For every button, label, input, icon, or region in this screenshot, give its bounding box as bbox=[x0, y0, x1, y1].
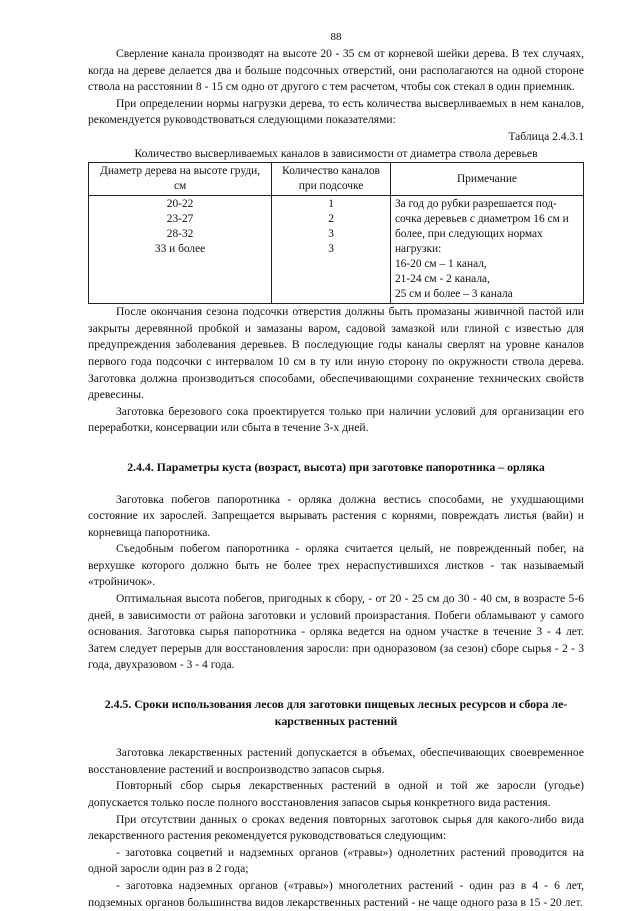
channels-value: 3 bbox=[328, 243, 334, 256]
paragraph-after-season: После окончания сезона подсочки отверстия должны быть промазаны живичной пастой или закрыты деревянной пробкой и замазаны варом, садовой замазкой или глиной с известью для предупреждения заболевания деревьев. В последующие годы каналы сверлят на уровне каналов первого года подсочки с интервалом 10 см в ту или иную сторону по окружности ствола дерева. Заготовка должна производиться способами, обеспечивающими сохранение технических свойств древесины. bbox=[88, 305, 584, 402]
page-number: 88 bbox=[330, 31, 342, 43]
note-line: 25 см и более – 3 канала bbox=[394, 288, 513, 301]
paragraph-fern-harvest: Заготовка побегов папоротника - орляка должна вестись способами, не ухудшающими состояние их зарослей. Запрещается вырывать растения с корнями, повреждать листья (вайи) и корневища папоротника. bbox=[88, 492, 584, 539]
table-title: Количество высверливаемых каналов в зависимости от диаметра ствола деревьев bbox=[134, 146, 538, 160]
note-line: За год до рубки разрешается под- bbox=[394, 198, 557, 211]
header-note: Примечание bbox=[390, 163, 583, 196]
table-header-row bbox=[89, 163, 584, 196]
channels-value: 2 bbox=[328, 213, 334, 226]
paragraph-fern-height: Оптимальная высота побегов, пригодных к сбору, - от 20 - 25 см до 30 - 40 см, в возрасте 5-6 дней, в зависимости от района заготовки и условий произрастания. Побеги обламывают у самого основания. Заготовка сырья папоротника - орляка ведется на одном участке в течение 3 - 4 лет. Затем следует перерыв для восстановления заросли: при одноразовом (за сезон) сборе сырья - 2 - 3 года, двухразовом - 3 - 4 года. bbox=[88, 592, 584, 672]
paragraph-medicinal-perennial: - заготовка надземных органов («травы») многолетних растений - один раз в 4 - 6 лет, подземных органов большинства видов лекарственных растений - не чаще одного раза в 15 - 20 лет. bbox=[88, 878, 584, 909]
channels-value: 3 bbox=[328, 228, 334, 241]
note-line: 21-24 см - 2 канала, bbox=[394, 273, 490, 286]
paragraph-medicinal-volume: Заготовка лекарственных растений допускается в объемах, обеспечивающих своевременное восстановление растений и воспроизводство запасов сырья. bbox=[88, 746, 584, 776]
paragraph-drilling: Сверление канала производят на высоте 20 - 35 см от корневой шейки дерева. В тех случаях, когда на дереве делается два и больше подсочных отверстий, они располагаются на одной стороне ствола на расстоянии 8 - 15 см одно от другого с тем расчетом, чтобы сок стекал в один приемник. bbox=[88, 47, 584, 94]
paragraph-fern-edible: Съедобным побегом папоротника - орляка считается целый, не поврежденный побег, на верхушке которого должно быть не более трех нераспустившихся листков - так называемый «тройничок». bbox=[88, 542, 584, 589]
heading-medicinal-line2: карственных растений bbox=[274, 713, 398, 728]
channels-column bbox=[272, 196, 391, 304]
paragraph-load-norm: При определении нормы нагрузки дерева, то есть количества высверливаемых в нем каналов, рекомендуется руководствоваться следующими показателями: bbox=[88, 96, 584, 127]
paragraph-birch-sap: Заготовка березового сока проектируется только при наличии условий для организации его переработки, консервации или сбыта в течение 3-х дней. bbox=[88, 404, 584, 435]
document-page bbox=[88, 30, 584, 911]
note-line: нагрузки: bbox=[394, 243, 442, 256]
note-line: сочка деревьев с диаметром 16 см и bbox=[394, 213, 569, 226]
channels-table bbox=[88, 162, 584, 304]
heading-medicinal-line1: 2.4.5. Сроки использования лесов для заготовки пищевых лесных ресурсов и сбора ле- bbox=[104, 697, 568, 712]
diameter-value: 20-22 bbox=[166, 198, 194, 211]
heading-medicinal-section bbox=[88, 696, 584, 729]
note-line: 16-20 см – 1 канал, bbox=[394, 258, 487, 271]
header-diameter: Диаметр дерева на высоте груди, см bbox=[89, 163, 272, 196]
diameter-value: 28-32 bbox=[166, 228, 194, 241]
header-channels: Количество каналов при подсочке bbox=[272, 163, 391, 196]
paragraph-medicinal-annual: - заготовка соцветий и надземных органов («травы») однолетних растений проводится на одной заросли один раз в 2 года; bbox=[88, 845, 584, 876]
diameter-column bbox=[89, 196, 272, 304]
diameter-value: 23-27 bbox=[166, 213, 194, 226]
channels-value: 1 bbox=[328, 198, 334, 211]
paragraph-medicinal-absence: При отсутствии данных о сроках ведения повторных заготовок сырья для какого-либо вида лекарственного растения рекомендуется руководствоваться следующим: bbox=[88, 812, 584, 843]
note-column bbox=[390, 196, 583, 304]
table-row bbox=[89, 196, 584, 304]
heading-fern-section: 2.4.4. Параметры куста (возраст, высота) при заготовке папоротника – орляка bbox=[127, 459, 545, 474]
diameter-value: 33 и более bbox=[154, 243, 206, 256]
table-number: Таблица 2.4.3.1 bbox=[508, 129, 584, 143]
note-line: более, при следующих нормах bbox=[394, 228, 543, 241]
paragraph-medicinal-repeat: Повторный сбор сырья лекарственных растений в одной и той же заросли (угодье) допускается только после полного восстановления запасов сырья конкретного вида растения. bbox=[88, 779, 584, 809]
